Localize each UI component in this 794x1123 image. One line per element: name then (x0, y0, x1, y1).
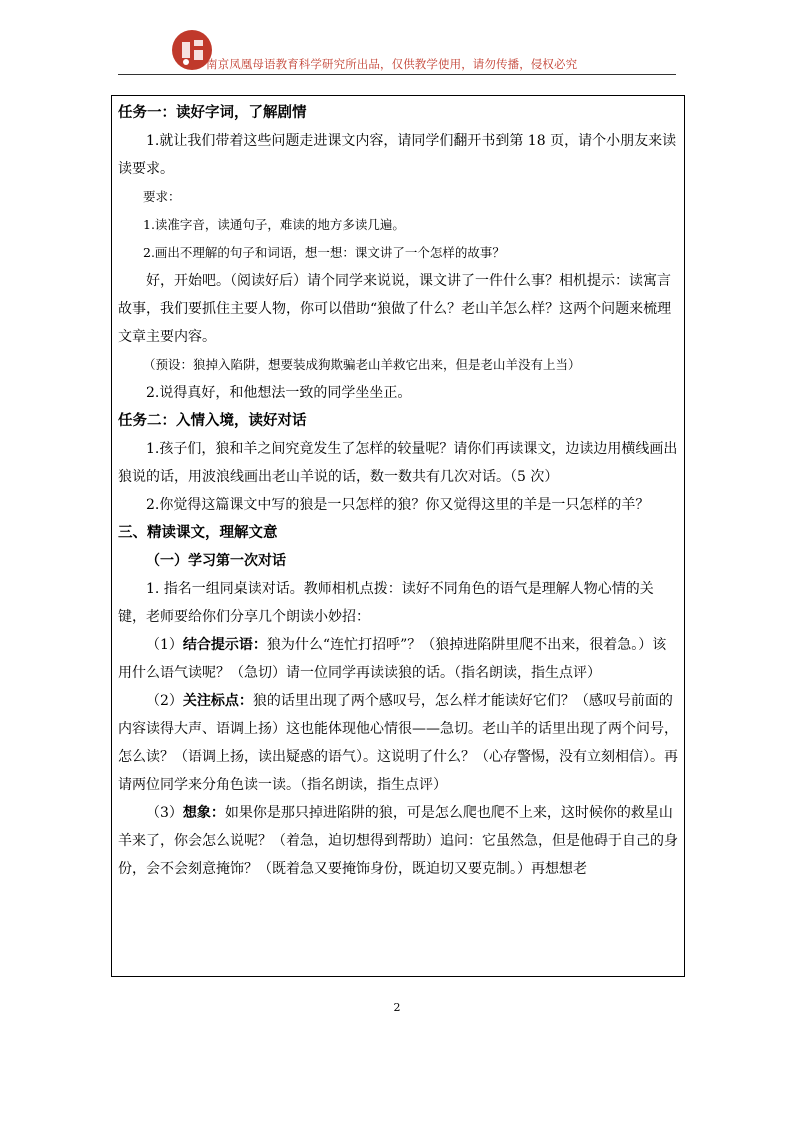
t1-requirement-2: 2.画出不理解的句子和词语，想一想：课文讲了一个怎样的故事？ (143, 245, 505, 260)
s1-p3-key: 关注标点： (182, 693, 253, 709)
page-header (118, 28, 676, 76)
s1-paragraph-3 (118, 687, 680, 799)
s1-p4-key: 想象： (182, 805, 225, 821)
task2-heading: 任务二：入情入境，读好对话 (118, 413, 307, 429)
t2-paragraph-1: 1.孩子们，狼和羊之间究竟发生了怎样的较量呢？请你们再读课文，边读边用横线画出狼说的话，用波浪线画出老山羊说的话，数一数共有几次对话。（5 次） (118, 441, 678, 485)
t1-paragraph-3: 2.说得真好，和他想法一致的同学坐坐正。 (146, 385, 412, 401)
section3-heading: 三、精读课文，理解文意 (118, 525, 278, 541)
lesson-content (118, 99, 680, 883)
s1-p3-prefix: （2） (146, 693, 183, 709)
s1-p4-prefix: （3） (146, 805, 183, 821)
t1-paragraph-1: 1.就让我们带着这些问题走进课文内容，请同学们翻开书到第 18 页，请个小朋友来读读要求。 (118, 133, 677, 177)
t2-paragraph-2: 2.你觉得这篇课文中写的狼是一只怎样的狼？你又觉得这里的羊是一只怎样的羊？ (146, 497, 650, 513)
s1-paragraph-1: 1. 指名一组同桌读对话。教师相机点拨：读好不同角色的语气是理解人物心情的关键，老师要给你们分享几个朗读小妙招： (118, 581, 654, 625)
header-notice: 南京凤凰母语教育科学研究所出品，仅供教学使用，请勿传播，侵权必究 (206, 57, 578, 71)
t1-requirement-1: 1.读准字音，读通句子，难读的地方多读几遍。 (143, 217, 405, 232)
t1-preset-answer: （预设：狼掉入陷阱，想要装成狗欺骗老山羊救它出来，但是老山羊没有上当） (143, 357, 581, 372)
s1-p2-prefix: （1） (146, 637, 183, 653)
t1-paragraph-2: 好，开始吧。（阅读好后）请个同学来说说，课文讲了一件什么事？相机提示：读寓言故事，我们要抓住主要人物，你可以借助“狼做了什么？老山羊怎么样？这两个问题来梳理文章主要内容。 (118, 273, 672, 345)
s1-p4-rest: 如果你是那只掉进陷阱的狼，可是怎么爬也爬不上来，这时候你的救星山羊来了，你会怎么说呢？（着急，迫切想得到帮助）追问：它虽然急，但是他碍于自己的身份，会不会刻意掩饰？（既着急又要掩饰身份，既迫切又要克制。）再想想老 (118, 805, 678, 877)
s1-paragraph-4 (118, 799, 680, 883)
header-divider (118, 74, 676, 75)
s1-paragraph-2 (118, 631, 680, 687)
s1-p2-key: 结合提示语： (182, 637, 267, 653)
subsection1-heading: （一）学习第一次对话 (146, 553, 286, 569)
page-number: 2 (393, 1001, 401, 1014)
task1-heading: 任务一：读好字词，了解剧情 (118, 105, 307, 121)
t1-requirements-title: 要求： (143, 189, 181, 204)
s1-p3-rest: 狼的话里出现了两个感叹号，怎么样才能读好它们？（感叹号前面的内容读得大声、语调上扬）这也能体现他心情很——急切。老山羊的话里出现了两个问号，怎么读？（语调上扬，读出疑惑的语气）。这说明了什么？（心存警惕，没有立刻相信）。再请两位同学来分角色读一读。（指名朗读，指生点评） (118, 693, 678, 793)
s1-p2-rest: 狼为什么“连忙打招呼”？（狼掉进陷阱里爬不出来，很着急。）该用什么语气读呢？（急切）请一位同学再读读狼的话。（指名朗读，指生点评） (118, 637, 667, 681)
